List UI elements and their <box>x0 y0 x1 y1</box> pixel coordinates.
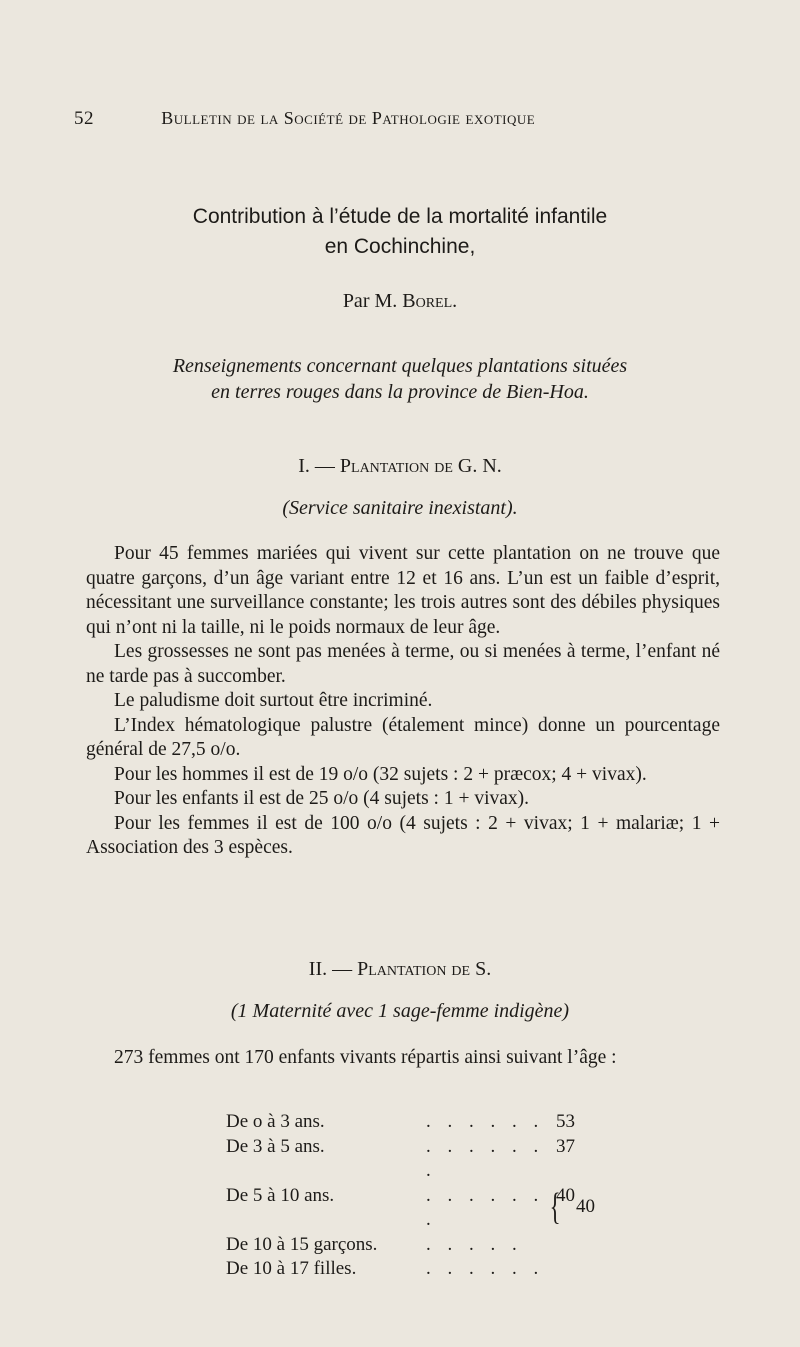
leader-dots: . . . . . . . <box>426 1184 545 1230</box>
paragraph: Le paludisme doit surtout être incriminé. <box>114 690 433 711</box>
leader-dots: . . . . . <box>426 1233 523 1255</box>
article-title-line-1: Contribution à l’étude de la mortalité infantile <box>192 205 608 228</box>
section-1-heading <box>0 455 800 478</box>
age-value: 37 <box>556 1135 575 1157</box>
leader-dots: . . . . . . <box>426 1258 545 1279</box>
paragraph: Les grossesses ne sont pas menées à terme, ou si menées à terme, l’enfant né ne tarde pas à succomber. <box>86 641 720 687</box>
paragraph: Pour les enfants il est de 25 o/o (4 sujets : 1 + vivax). <box>114 788 530 809</box>
section-2-body <box>86 1046 720 1071</box>
section-1-plantation: G. N. <box>457 455 502 477</box>
age-row <box>226 1110 626 1135</box>
age-row <box>226 1135 626 1184</box>
author-name: Borel. <box>402 290 458 312</box>
leader-dots: . . . . . . <box>426 1111 545 1132</box>
age-value: 40 <box>556 1184 575 1206</box>
article-title-line-2: en Cochinchine, <box>324 235 476 258</box>
page-number: 52 <box>74 108 94 129</box>
section-1-note: (Service sanitaire inexistant). <box>282 497 518 519</box>
section-2-note: (1 Maternité avec 1 sage-femme indigène) <box>230 1000 570 1022</box>
age-value: 53 <box>556 1111 575 1132</box>
section-1-body <box>86 542 720 861</box>
age-table <box>226 1110 626 1282</box>
age-label: De o à 3 ans. <box>226 1111 325 1132</box>
age-label: De 3 à 5 ans. <box>226 1135 325 1157</box>
brace-glyph: { <box>549 1186 561 1228</box>
leader-dots: . . . . . . . <box>426 1135 545 1181</box>
journal-title: Bulletin de la Société de Pathologie exotique <box>161 108 536 128</box>
age-row <box>226 1184 626 1233</box>
section-2-name: Plantation de <box>357 958 471 980</box>
age-label: De 5 à 10 ans. <box>226 1184 335 1206</box>
running-header <box>74 108 535 130</box>
section-2-number: II. — <box>308 958 353 980</box>
age-value <box>556 1233 616 1258</box>
section-2-heading <box>0 958 800 981</box>
paragraph: Pour les femmes il est de 100 o/o (4 sujets : 2 + vivax; 1 + malariæ; 1 + Association des 3 espèces. <box>86 812 720 858</box>
paragraph: Pour 45 femmes mariées qui vivent sur cette plantation on ne trouve que quatre garçons, d’un âge variant entre 12 et 16 ans. L’un est un faible d’esprit, nécessitant une surveillance constante; les trois autres sont des débiles physiques qui n’ont ni la taille, ni le poids normaux de leur âge. <box>86 543 720 638</box>
section-1-name: Plantation de <box>339 455 453 477</box>
age-label: De 10 à 15 garçons. <box>226 1233 378 1255</box>
paragraph: 273 femmes ont 170 enfants vivants répartis ainsi suivant l’âge : <box>114 1047 617 1068</box>
byline-prefix: Par M. <box>342 290 398 312</box>
byline <box>0 290 800 313</box>
age-row <box>226 1257 626 1282</box>
paragraph: L’Index hématologique palustre (étalement mince) donne un pourcentage général de 27,5 o/o. <box>86 714 720 760</box>
subtitle-line-2: en terres rouges dans la province de Bien-Hoa. <box>211 381 589 403</box>
age-row <box>226 1233 626 1258</box>
subtitle-line-1: Renseignements concernant quelques plantations situées <box>172 355 628 377</box>
section-2-plantation: S. <box>475 958 492 980</box>
paragraph: Pour les hommes il est de 19 o/o (32 sujets : 2 + præcox; 4 + vivax). <box>114 763 647 785</box>
combined-age-value: 40 <box>576 1196 595 1217</box>
age-label: De 10 à 17 filles. <box>226 1258 357 1279</box>
age-value <box>556 1257 616 1282</box>
section-1-number: I. — <box>298 455 335 477</box>
